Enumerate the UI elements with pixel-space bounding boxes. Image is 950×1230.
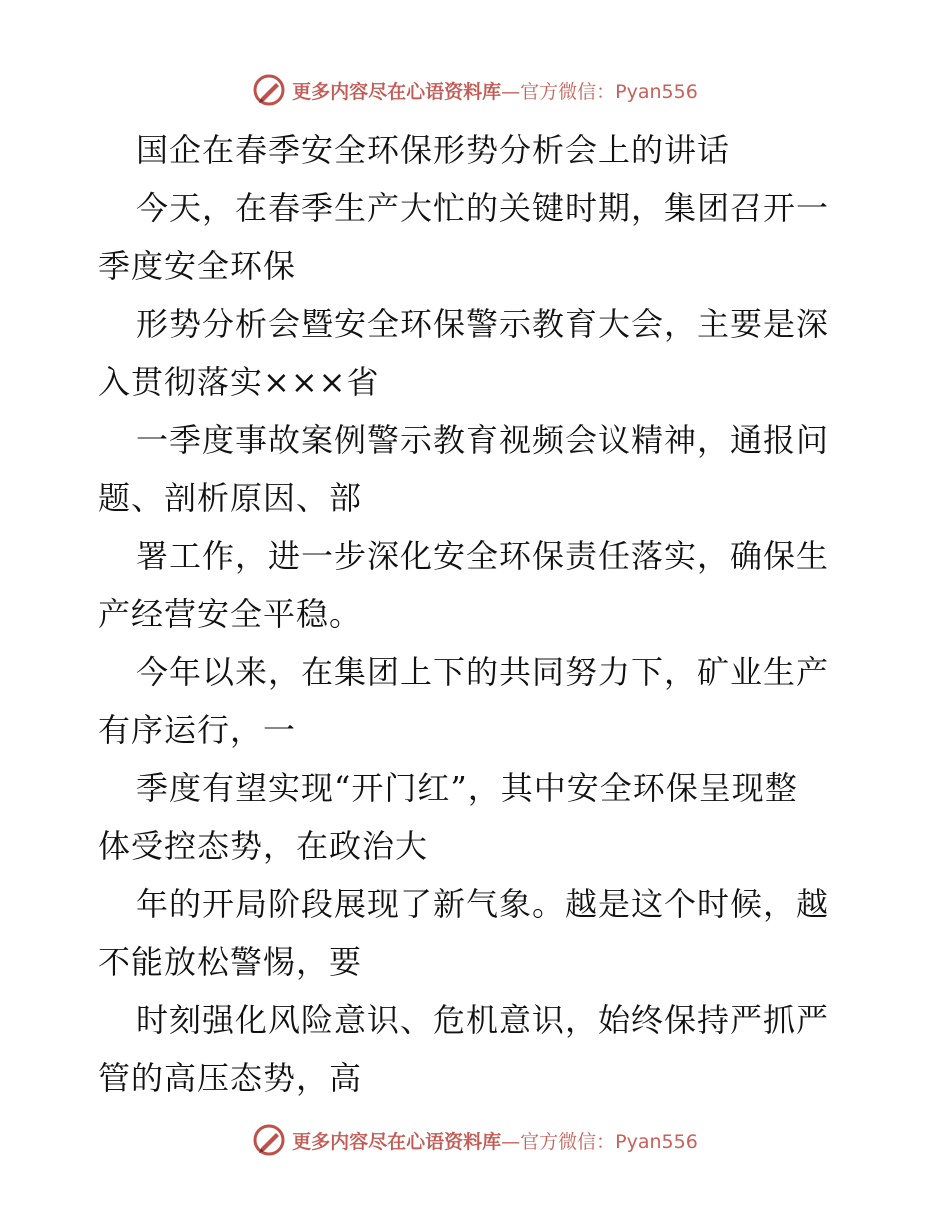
paragraph-line: 季度有望实现“开门红”，其中安全环保呈现整 — [136, 769, 798, 807]
paragraph-line: 一季度事故案例警示教育视频会议精神，通报问 — [136, 421, 830, 459]
watermark-prefix: 更多内容尽在心语资料库 — [292, 1130, 502, 1153]
watermark-text — [292, 77, 698, 104]
paragraph-line: 今天，在春季生产大忙的关键时期，集团召开一 — [136, 189, 830, 227]
paragraph-line: 产经营安全平稳。 — [98, 595, 363, 633]
watermark-suffix: —官方微信：Pyan556 — [501, 80, 698, 103]
document-body — [98, 121, 858, 1107]
paragraph-line: 有序运行，一 — [98, 711, 297, 749]
pen-logo-icon — [252, 73, 286, 107]
paragraph-line: 季度安全环保 — [98, 247, 297, 285]
paragraph-line: 体受控态势，在政治大 — [98, 827, 429, 865]
paragraph-line: 今年以来，在集团上下的共同努力下，矿业生产 — [136, 653, 830, 691]
paragraph-line: 形势分析会暨安全环保警示教育大会，主要是深 — [136, 305, 830, 343]
header-watermark — [0, 70, 950, 110]
watermark-text — [292, 1127, 698, 1154]
paragraph-line: 管的高压态势，高 — [98, 1059, 363, 1097]
pen-logo-icon — [252, 1123, 286, 1157]
footer-watermark — [0, 1120, 950, 1160]
paragraph-line: 不能放松警惕，要 — [98, 943, 363, 981]
paragraph-line: 年的开局阶段展现了新气象。越是这个时候，越 — [136, 885, 830, 923]
watermark-suffix: —官方微信：Pyan556 — [501, 1130, 698, 1153]
paragraph-line: 时刻强化风险意识、危机意识，始终保持严抓严 — [136, 1001, 830, 1039]
paragraph-line: 署工作，进一步深化安全环保责任落实，确保生 — [136, 537, 830, 575]
watermark-prefix: 更多内容尽在心语资料库 — [292, 80, 502, 103]
document-title: 国企在春季安全环保形势分析会上的讲话 — [136, 131, 731, 169]
paragraph-line: 入贯彻落实×××省 — [98, 363, 380, 401]
paragraph-line: 题、剖析原因、部 — [98, 479, 363, 517]
